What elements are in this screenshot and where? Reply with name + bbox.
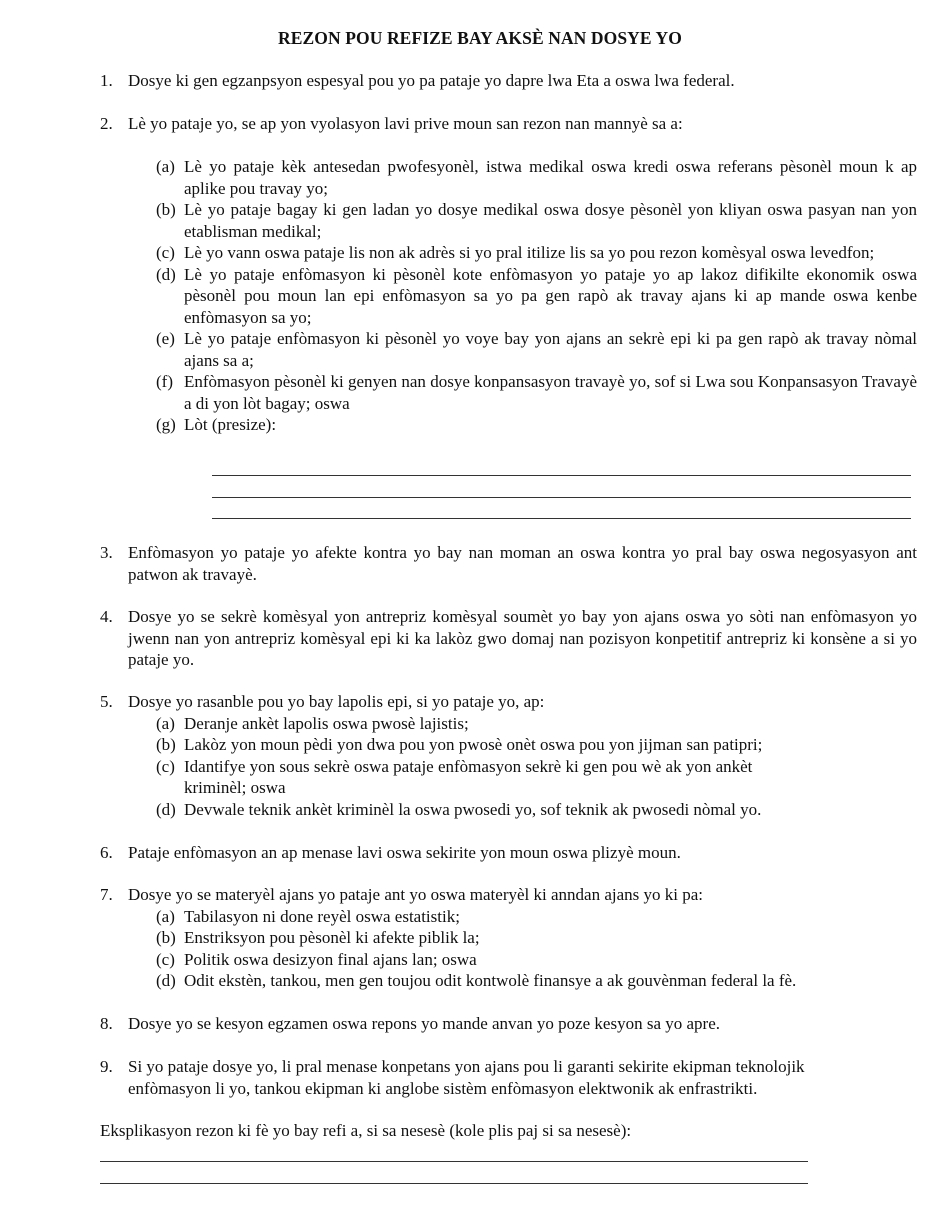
item-text: Dosye yo se sekrè komèsyal yon antrepriz komèsyal soumèt yo bay yon ajans oswa yo sòti nan enfòmasyon yo jwenn nan yon antrepriz komèsyal epi ki ka lakòz gwo domaj nan pozisyon konpetitif antrepriz ki konsène a si yo pataje yo. [128, 607, 917, 669]
sub-item-text: Lè yo vann oswa pataje lis non ak adrès si yo pral itilize lis sa yo pou rezon komèsyal oswa levedfon; [184, 243, 875, 262]
sub-item-label: (f) [156, 372, 173, 391]
item-text: Lè yo pataje yo, se ap yon vyolasyon lavi prive moun san rezon nan mannyè sa a: [128, 114, 683, 133]
item-number: 8. [100, 1014, 113, 1033]
sub-item-label: (b) [156, 735, 176, 754]
sub-item-text: Odit ekstèn, tankou, men gen toujou odit kontwolè finansye a ak gouvènman federal la fè. [184, 971, 797, 990]
sub-item-2c [156, 242, 917, 264]
item-text: Dosye yo rasanble pou yo bay lapolis epi, si yo pataje yo, ap: [128, 692, 545, 711]
sub-item-2a [156, 156, 917, 199]
sub-item-2d [156, 264, 917, 329]
sub-item-7d [156, 970, 917, 992]
item-text: Pataje enfòmasyon an ap menase lavi oswa sekirite yon moun oswa plizyè moun. [128, 843, 681, 862]
sub-item-text: Lòt (presize): [184, 415, 277, 434]
sub-item-2e [156, 328, 917, 371]
reason-item-8 [100, 1013, 917, 1035]
sub-item-label: (c) [156, 949, 175, 969]
sub-item-5a [156, 713, 917, 735]
sub-item-2g [156, 414, 917, 436]
explanation-line[interactable] [100, 1183, 808, 1184]
sub-item-label: (a) [156, 157, 175, 176]
page-title: REZON POU REFIZE BAY AKSÈ NAN DOSYE YO [278, 28, 682, 48]
sub-item-text: Lakòz yon moun pèdi yon dwa pou yon pwosè onèt oswa pou yon jijman san patipri; [184, 735, 763, 754]
sub-item-text: Devwale teknik ankèt kriminèl la oswa pwosedi yo, sof teknik ak pwosedi nòmal yo. [184, 799, 762, 819]
item-text: Dosye yo se kesyon egzamen oswa repons yo mande anvan yo poze kesyon sa yo apre. [128, 1014, 720, 1033]
sub-item-text: Lè yo pataje enfòmasyon ki pèsonèl kote enfòmasyon yo pataje yo ap lakoz difikilte ekonomik oswa pèsonèl pou moun lan epi enfòmasyon sa yo pa gen rapò ak travay ajans ki ap mande oswa kenbe enfòmasyon sa yo; [184, 264, 917, 327]
sub-item-7b [156, 927, 917, 949]
item-number: 6. [100, 843, 113, 862]
sub-item-text: Tabilasyon ni done reyèl oswa estatistik; [184, 906, 460, 926]
sub-item-label: (b) [156, 928, 176, 947]
sub-item-2f [156, 371, 917, 414]
item-number: 5. [100, 692, 113, 711]
blank-line[interactable] [212, 497, 911, 498]
sub-item-label: (b) [156, 200, 176, 219]
sub-item-label: (d) [156, 971, 176, 990]
item-number: 3. [100, 543, 113, 562]
reason-item-1 [100, 70, 917, 92]
sub-item-text: Idantifye yon sous sekrè oswa pataje enfòmasyon sekrè ki gen pou wè ak yon ankèt kriminèl; oswa [184, 756, 753, 797]
sub-item-text: Lè yo pataje kèk antesedan pwofesyonèl, istwa medikal oswa kredi oswa referans pèsonèl moun k ap aplike pou travay yo; [184, 157, 917, 198]
item-text: Dosye yo se materyèl ajans yo pataje ant yo oswa materyèl ki anndan ajans yo ki pa: [128, 885, 703, 904]
sub-item-text: Lè yo pataje enfòmasyon ki pèsonèl yo voye bay yon ajans an sekrè epi ki pa gen rapò ak travay nòmal ajans sa a; [184, 329, 917, 370]
sub-item-5b [156, 734, 917, 756]
reason-item-2-subitems [100, 156, 917, 436]
reason-item-6 [100, 842, 917, 864]
reason-item-9 [100, 1056, 917, 1099]
item-number: 4. [100, 607, 113, 626]
sub-item-label: (c) [156, 756, 175, 776]
sub-item-text: Politik oswa desizyon final ajans lan; oswa [184, 949, 477, 969]
item-number: 1. [100, 71, 113, 90]
reason-item-7 [100, 884, 917, 992]
explanation-prompt: Eksplikasyon rezon ki fè yo bay refi a, si sa nesesè (kole plis paj si sa nesesè): [100, 1121, 632, 1140]
sub-item-5d [156, 799, 917, 821]
sub-item-text: Enstriksyon pou pèsonèl ki afekte piblik la; [184, 928, 480, 947]
reason-item-2 [100, 113, 917, 135]
sub-item-text: Lè yo pataje bagay ki gen ladan yo dosye medikal oswa dosye pèsonèl yon kliyan oswa pasyan nan yon etablisman medikal; [184, 200, 917, 241]
item-text: Dosye ki gen egzanpsyon espesyal pou yo pa pataje yo dapre lwa Eta a oswa lwa federal. [128, 71, 735, 90]
blank-line[interactable] [212, 518, 911, 519]
sub-item-5c [156, 756, 917, 799]
item-text: Enfòmasyon yo pataje yo afekte kontra yo bay nan moman an oswa kontra yo pral bay oswa negosyasyon ant patwon ak travayè. [128, 543, 917, 584]
sub-item-label: (g) [156, 415, 176, 434]
sub-item-7c [156, 949, 917, 971]
reason-item-5 [100, 691, 917, 820]
item-number: 7. [100, 885, 113, 904]
reason-item-4 [100, 606, 917, 671]
sub-item-label: (c) [156, 243, 175, 262]
sub-item-2b [156, 199, 917, 242]
sub-item-label: (e) [156, 329, 175, 348]
explanation-line[interactable] [100, 1161, 808, 1162]
sub-item-label: (d) [156, 799, 176, 819]
item-number: 2. [100, 114, 113, 133]
sub-item-7a [156, 906, 917, 928]
item-text: Si yo pataje dosye yo, li pral menase konpetans yon ajans pou li garanti sekirite ekipman teknolojik enfòmasyon li yo, tankou ekipman ki anglobe sistèm enfòmasyon elektwonik ak enfrastrikti. [128, 1057, 805, 1098]
sub-item-label: (d) [156, 264, 176, 284]
sub-item-label: (a) [156, 713, 175, 733]
item-number: 9. [100, 1057, 113, 1076]
sub-item-text: Enfòmasyon pèsonèl ki genyen nan dosye konpansasyon travayè yo, sof si Lwa sou Konpansasyon Travayè a di yon lòt bagay; oswa [184, 372, 917, 413]
blank-line[interactable] [212, 475, 911, 476]
sub-item-label: (a) [156, 906, 175, 926]
sub-item-text: Deranje ankèt lapolis oswa pwosè lajistis; [184, 713, 469, 733]
reason-item-3 [100, 542, 917, 585]
